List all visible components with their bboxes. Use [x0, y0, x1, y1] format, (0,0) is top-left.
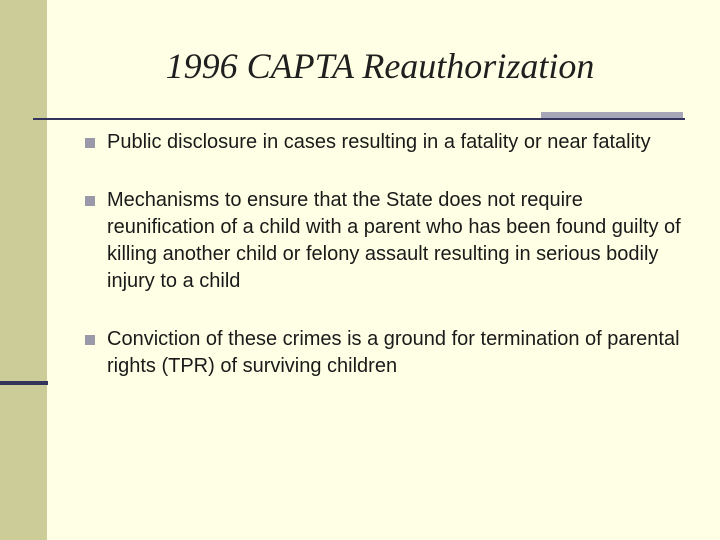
title-rule [33, 118, 685, 120]
bullet-item [85, 129, 695, 156]
bullet-item [85, 326, 695, 380]
bullet-text: Conviction of these crimes is a ground for termination of parental rights (TPR) of surviving children [107, 328, 680, 377]
square-bullet-icon [85, 196, 95, 206]
bullet-text: Mechanisms to ensure that the State does not require reunification of a child with a parent who has been found guilty of killing another child or felony assault resulting in serious bodily injury to a child [107, 189, 681, 292]
bullet-item [85, 187, 695, 295]
square-bullet-icon [85, 335, 95, 345]
slide-title: 1996 CAPTA Reauthorization [165, 46, 595, 86]
bullet-text: Public disclosure in cases resulting in a fatality or near fatality [107, 131, 651, 153]
side-band-mark [0, 381, 48, 385]
bullet-list [85, 129, 695, 380]
side-band [0, 0, 47, 540]
square-bullet-icon [85, 138, 95, 148]
